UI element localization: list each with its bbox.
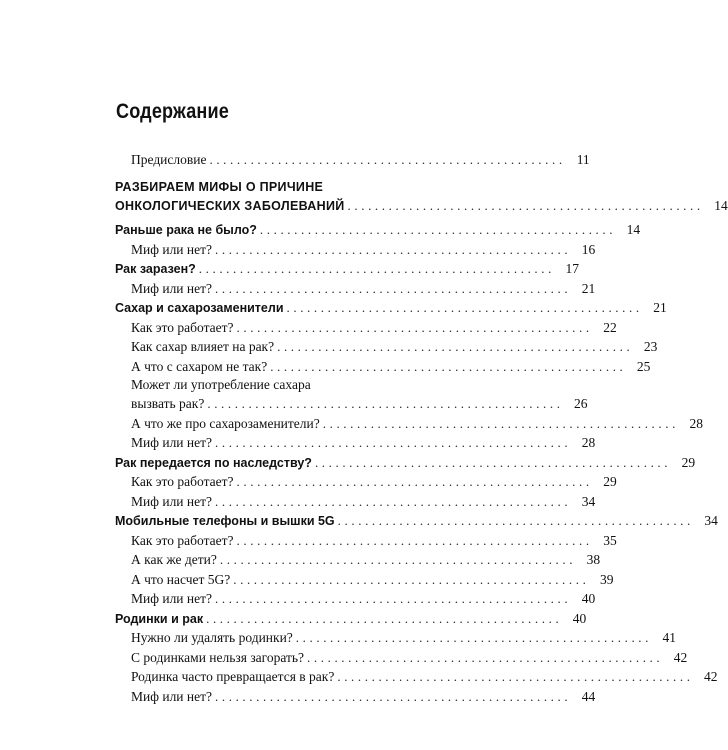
toc-chapter[interactable] — [115, 453, 696, 473]
toc-page-number: 14 — [714, 197, 728, 213]
toc-entry-label: А как же дети? — [131, 552, 217, 567]
toc-page-number: 35 — [603, 532, 617, 548]
toc-entry[interactable] — [115, 589, 596, 609]
toc-entry-label-line1: Может ли употребление сахара — [131, 377, 311, 392]
toc-chapter[interactable] — [115, 609, 587, 629]
dot-leader: .................................................... — [295, 630, 652, 645]
toc-entry[interactable] — [115, 318, 617, 338]
dot-leader: .................................................... — [322, 415, 679, 431]
dot-leader: .................................................... — [233, 571, 590, 587]
toc-entry-label: Миф или нет? — [131, 591, 213, 606]
toc-entry-label-line2: вызвать рак? — [131, 396, 205, 411]
dot-leader: .................................................... — [337, 669, 694, 684]
dot-leader: .................................................... — [215, 493, 572, 509]
toc-page-number: 42 — [673, 649, 688, 665]
toc-entry-label: Миф или нет? — [131, 493, 213, 509]
toc-page-number: 21 — [653, 300, 667, 315]
toc-page-number: 34 — [704, 513, 718, 528]
dot-leader: .................................................... — [215, 591, 572, 606]
toc-part-title-line1: РАЗБИРАЕМ МИФЫ О ПРИЧИНЕ — [115, 179, 324, 194]
dot-leader: .................................................... — [215, 435, 572, 450]
toc-entry[interactable] — [115, 433, 596, 453]
table-of-contents — [115, 150, 728, 706]
toc-page-number: 40 — [572, 610, 587, 626]
dot-leader: .................................................... — [286, 300, 643, 315]
toc-entry-label: Нужно ли удалять родинки? — [131, 630, 293, 645]
toc-entry-label: Как это работает? — [131, 474, 234, 489]
toc-page-number: 42 — [704, 669, 718, 684]
toc-part-title-line2: ОНКОЛОГИЧЕСКИХ ЗАБОЛЕВАНИЙ — [115, 198, 345, 213]
toc-entry[interactable] — [115, 628, 676, 648]
toc-entry[interactable] — [115, 279, 596, 299]
toc-entry-label: Как это работает? — [131, 319, 234, 335]
toc-page-number: 39 — [599, 571, 614, 587]
dot-leader: .................................................... — [259, 222, 617, 237]
toc-page-number: 16 — [581, 241, 596, 257]
toc-page-number: 11 — [576, 152, 590, 167]
dot-leader: .................................................... — [347, 197, 704, 213]
toc-entry-label: Как это работает? — [131, 532, 234, 548]
dot-leader: .................................................... — [307, 649, 664, 665]
toc-entry-label: Родинка часто превращается в рак? — [131, 669, 335, 684]
toc-entry[interactable] — [115, 667, 718, 687]
dot-leader: .................................................... — [277, 339, 634, 354]
toc-entry[interactable] — [115, 414, 703, 434]
toc-part-title-line2-row — [115, 196, 728, 216]
toc-entry-label: Предисловие — [131, 152, 207, 167]
toc-page-number: 40 — [581, 591, 596, 606]
dot-leader: .................................................... — [209, 152, 566, 167]
toc-entry[interactable] — [115, 550, 601, 570]
dot-leader: .................................................... — [219, 552, 577, 567]
toc-page-number: 22 — [603, 319, 617, 335]
toc-page-number: 41 — [662, 630, 676, 645]
toc-entry[interactable] — [115, 240, 596, 260]
toc-page-number: 29 — [603, 474, 617, 489]
dot-leader: .................................................... — [206, 610, 563, 626]
dot-leader: .................................................... — [337, 513, 694, 528]
toc-page-number: 17 — [565, 261, 579, 276]
toc-entry-multiline[interactable] — [115, 376, 588, 414]
toc-chapter[interactable] — [115, 220, 641, 240]
toc-entry[interactable] — [115, 150, 590, 170]
dot-leader: .................................................... — [207, 396, 564, 411]
toc-page-number: 25 — [636, 358, 651, 374]
dot-leader: .................................................... — [270, 358, 627, 374]
toc-part[interactable] — [115, 178, 728, 216]
toc-entry[interactable] — [115, 492, 596, 512]
toc-entry[interactable] — [115, 337, 658, 357]
toc-chapter[interactable] — [115, 511, 718, 531]
toc-chapter[interactable] — [115, 259, 579, 279]
toc-entry[interactable] — [115, 570, 614, 590]
toc-entry-label: А что насчет 5G? — [131, 571, 231, 587]
toc-entry[interactable] — [115, 648, 688, 668]
toc-page-number: 44 — [581, 688, 596, 704]
toc-entry-label: Миф или нет? — [131, 435, 213, 450]
toc-page-number: 14 — [626, 222, 641, 237]
dot-leader: .................................................... — [236, 532, 593, 548]
toc-entry-label: Миф или нет? — [131, 241, 213, 257]
toc-page-number: 21 — [581, 280, 596, 296]
toc-entry-label: Как сахар влияет на рак? — [131, 339, 275, 354]
toc-chapter-label: Раньше рака не было? — [115, 223, 257, 237]
dot-leader: .................................................... — [215, 241, 572, 257]
dot-leader: .................................................... — [236, 474, 593, 489]
toc-entry-label: Миф или нет? — [131, 280, 213, 296]
toc-chapter-label: Рак заразен? — [115, 262, 196, 276]
dot-leader: .................................................... — [236, 319, 593, 335]
toc-page-number: 28 — [581, 435, 596, 450]
dot-leader: .................................................... — [198, 261, 555, 276]
page-title: Содержание — [116, 100, 229, 123]
toc-page-number: 34 — [581, 493, 596, 509]
toc-page-number: 29 — [681, 454, 696, 470]
toc-entry[interactable] — [115, 472, 617, 492]
toc-entry-label: Миф или нет? — [131, 688, 213, 704]
dot-leader: .................................................... — [314, 454, 672, 470]
toc-page-number: 26 — [574, 396, 588, 411]
dot-leader: .................................................... — [215, 688, 572, 704]
toc-chapter-label: Родинки и рак — [115, 611, 204, 626]
toc-entry[interactable] — [115, 687, 596, 707]
toc-chapter-label: Рак передается по наследству? — [115, 455, 312, 470]
toc-entry-label: А что же про сахарозаменители? — [131, 415, 320, 431]
toc-entry[interactable] — [115, 531, 617, 551]
toc-entry-label: С родинками нельзя загорать? — [131, 649, 305, 665]
toc-entry-label: А что с сахаром не так? — [131, 358, 268, 374]
toc-page-number: 23 — [643, 339, 658, 354]
toc-entry[interactable] — [115, 357, 651, 377]
toc-entry-line2-row — [115, 394, 588, 414]
toc-page-number: 28 — [689, 415, 703, 431]
toc-page-number: 38 — [586, 552, 601, 567]
toc-chapter-label: Сахар и сахарозаменители — [115, 301, 284, 315]
toc-chapter[interactable] — [115, 298, 667, 318]
dot-leader: .................................................... — [215, 280, 572, 296]
toc-chapter-label: Мобильные телефоны и вышки 5G — [115, 514, 335, 528]
